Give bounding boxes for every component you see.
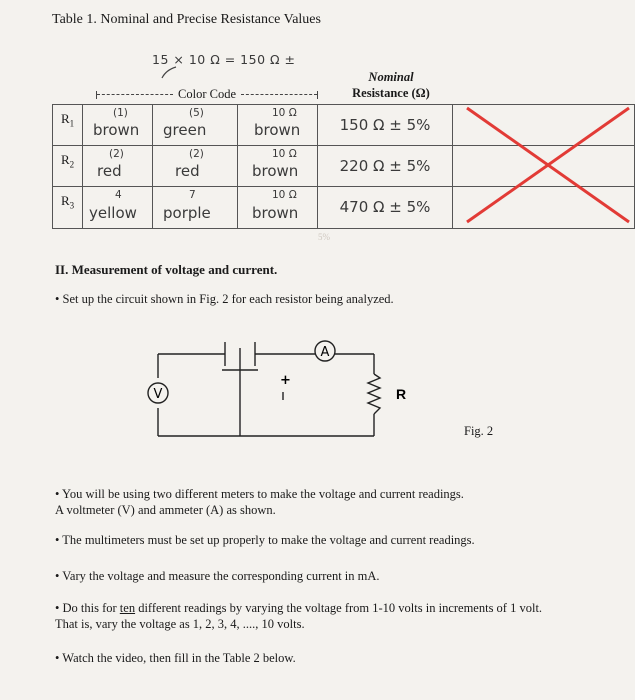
row-label	[61, 193, 74, 211]
section-title: II. Measurement of voltage and current.	[55, 262, 278, 277]
band3-cell	[238, 187, 318, 229]
band2-cell	[153, 146, 238, 187]
handwritten-note: 15 × 10 Ω = 150 Ω ±	[152, 52, 296, 67]
row-label-cell	[53, 187, 83, 229]
nominal-cell	[318, 187, 453, 229]
band1-cell	[83, 105, 153, 146]
band3-cell	[238, 146, 318, 187]
row-label	[61, 152, 74, 170]
bullet-ten-pre: • Do this for	[55, 601, 120, 615]
band2-digit: (2)	[189, 148, 204, 160]
row-label-sub: 3	[69, 200, 75, 211]
setup-instruction: • Set up the circuit shown in Fig. 2 for each resistor being analyzed.	[55, 292, 394, 306]
bullet-ten-underlined: ten	[119, 601, 136, 615]
band2-color: red	[175, 162, 200, 180]
bullet-vary: • Vary the voltage and measure the corresponding current in mA.	[55, 569, 380, 583]
bullet-meters-line2: A voltmeter (V) and ammeter (A) as shown.	[55, 503, 276, 517]
battery-plus-sign: +	[280, 373, 291, 388]
band3-cell	[238, 105, 318, 146]
bullet-meters	[55, 486, 615, 518]
bullet-ten-line2: That is, vary the voltage as 1, 2, 3, 4, ...., 10 volts.	[55, 617, 305, 631]
header-dash-right	[241, 94, 317, 95]
resistor-label: R	[396, 386, 407, 402]
battery-icon	[222, 342, 258, 436]
nominal-value: 470 Ω ± 5%	[339, 198, 431, 216]
circuit-wires	[158, 354, 374, 436]
band2-digit: 7	[189, 189, 196, 201]
row-label-text: R	[61, 111, 70, 126]
band1-cell	[83, 146, 153, 187]
band3-multiplier: 10 Ω	[272, 107, 297, 119]
bullet-ten-line1	[55, 600, 615, 616]
row-label-text: R	[61, 152, 70, 167]
band2-color: porple	[163, 204, 211, 222]
bullet-setup: • The multimeters must be set up properly to make the voltage and current readings.	[55, 533, 475, 547]
band3-color: brown	[254, 121, 301, 139]
nominal-cell	[318, 105, 453, 146]
band3-color: brown	[252, 162, 299, 180]
band2-digit: (5)	[189, 107, 204, 119]
nominal-header-line1: Nominal	[368, 70, 414, 84]
bullet-ten-readings	[55, 600, 615, 632]
band2-cell	[153, 187, 238, 229]
band1-digit: 4	[115, 189, 122, 201]
bullet-video: • Watch the video, then fill in the Table 2 below.	[55, 651, 296, 665]
resistor-icon	[368, 374, 380, 414]
band1-color: brown	[93, 121, 140, 139]
nominal-value: 220 Ω ± 5%	[339, 157, 431, 175]
nominal-resistance-header	[340, 69, 442, 101]
row-label-cell	[53, 105, 83, 146]
nominal-value: 150 Ω ± 5%	[339, 116, 431, 134]
header-tick-right	[317, 91, 318, 99]
bullet-meters-line1: • You will be using two different meters to make the voltage and current readings.	[55, 487, 464, 501]
figure-label: Fig. 2	[464, 424, 494, 438]
band3-color: brown	[252, 204, 299, 222]
band3-multiplier: 10 Ω	[272, 148, 297, 160]
bullet-ten-post: different readings by varying the voltage from 1-10 volts in increments of 1 volt.	[135, 601, 543, 615]
note-arrow-icon	[160, 64, 180, 80]
band2-cell	[153, 105, 238, 146]
row-label-sub: 1	[69, 118, 75, 129]
table-title: Table 1. Nominal and Precise Resistance Values	[52, 12, 321, 27]
row-label-text: R	[61, 193, 70, 208]
band1-digit: (2)	[109, 148, 124, 160]
row-label-cell	[53, 146, 83, 187]
band1-digit: (1)	[113, 107, 128, 119]
color-code-label: Color Code	[178, 87, 236, 101]
header-dash-left	[97, 94, 173, 95]
nominal-header-line2: Resistance (Ω)	[352, 86, 430, 100]
row-label	[61, 111, 74, 129]
faint-mark: 5%	[318, 232, 330, 242]
row-label-sub: 2	[69, 159, 75, 170]
band1-color: red	[97, 162, 122, 180]
voltmeter-label: V	[153, 387, 163, 402]
circuit-diagram	[140, 336, 440, 446]
band3-multiplier: 10 Ω	[272, 189, 297, 201]
ammeter-label: A	[320, 345, 330, 360]
ammeter-icon	[315, 341, 335, 361]
color-code-header	[96, 87, 318, 102]
voltmeter-icon	[148, 383, 168, 403]
band1-cell	[83, 187, 153, 229]
band1-color: yellow	[89, 204, 137, 222]
red-x-mark-icon	[463, 104, 635, 226]
band2-color: green	[163, 121, 207, 139]
nominal-cell	[318, 146, 453, 187]
